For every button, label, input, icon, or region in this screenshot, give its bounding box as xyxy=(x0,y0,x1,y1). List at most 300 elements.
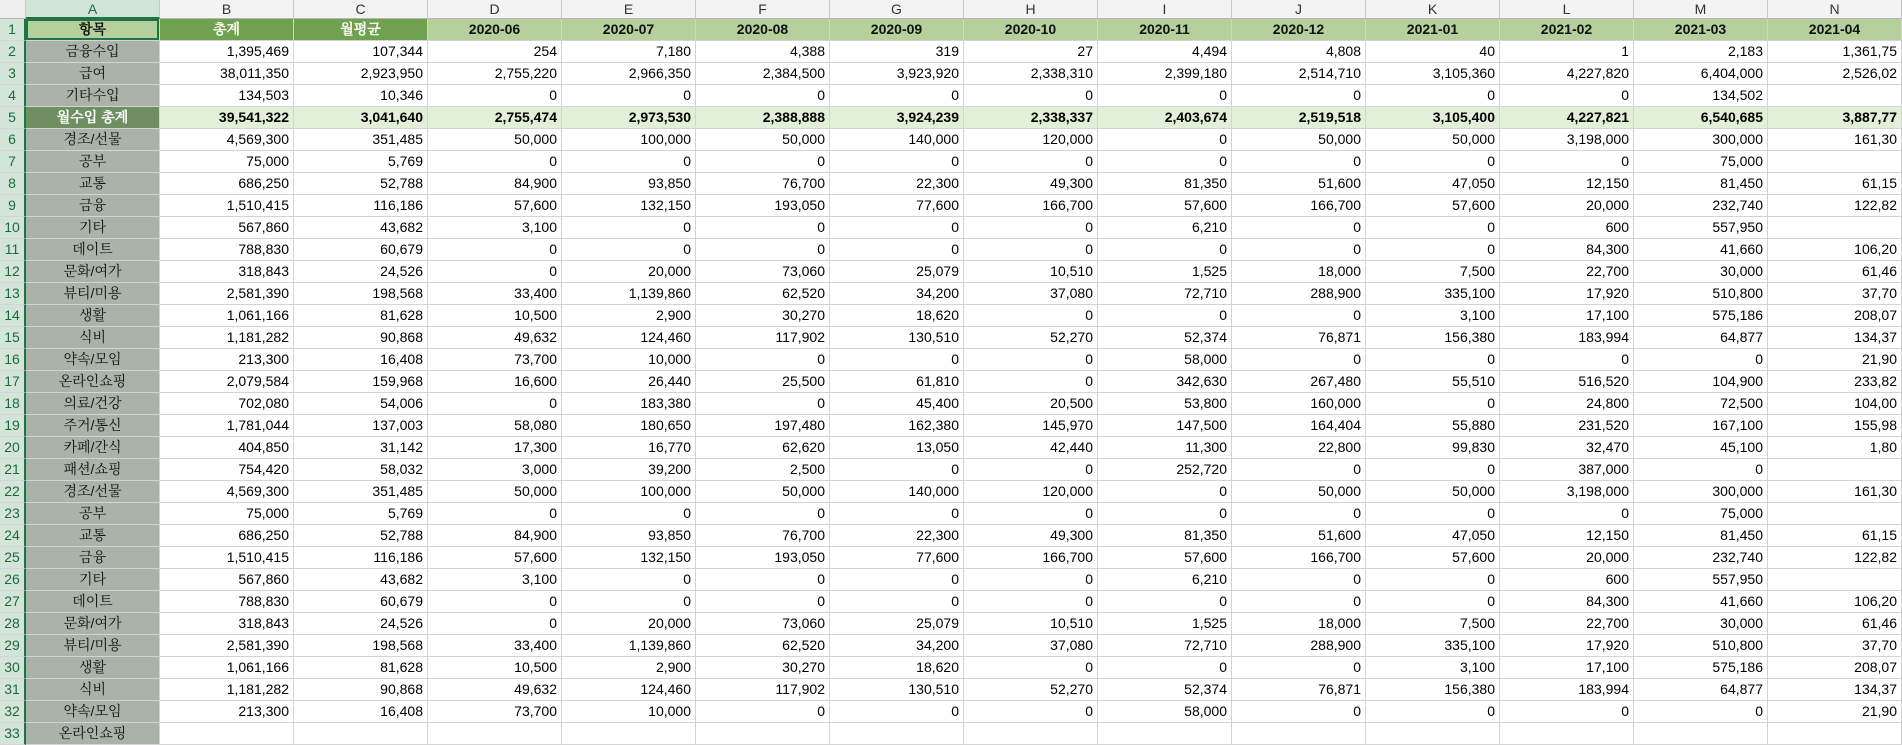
row-label-cell[interactable]: 월수입 총계 xyxy=(26,107,160,129)
value-cell[interactable]: 0 xyxy=(1232,151,1366,173)
value-cell[interactable]: 34,200 xyxy=(830,635,964,657)
value-cell[interactable]: 18,620 xyxy=(830,657,964,679)
value-cell[interactable]: 58,080 xyxy=(428,415,562,437)
value-cell[interactable]: 20,500 xyxy=(964,393,1098,415)
row-label-cell[interactable]: 식비 xyxy=(26,327,160,349)
value-cell[interactable]: 20,000 xyxy=(1500,195,1634,217)
value-cell[interactable]: 160,000 xyxy=(1232,393,1366,415)
value-cell[interactable]: 6,404,000 xyxy=(1634,63,1768,85)
value-cell[interactable]: 5,769 xyxy=(294,503,428,525)
value-cell[interactable]: 57,600 xyxy=(1098,195,1232,217)
value-cell[interactable]: 2,403,674 xyxy=(1098,107,1232,129)
value-cell[interactable]: 0 xyxy=(830,503,964,525)
value-cell[interactable]: 3,100 xyxy=(428,569,562,591)
select-all-corner[interactable] xyxy=(0,0,26,19)
value-cell[interactable]: 0 xyxy=(562,151,696,173)
value-cell[interactable]: 57,600 xyxy=(1366,547,1500,569)
row-number[interactable]: 5 xyxy=(0,107,26,129)
value-cell[interactable]: 0 xyxy=(964,459,1098,481)
value-cell[interactable]: 33,400 xyxy=(428,635,562,657)
value-cell[interactable]: 26,440 xyxy=(562,371,696,393)
value-cell[interactable]: 0 xyxy=(562,503,696,525)
header-cell[interactable]: 2020-11 xyxy=(1098,19,1232,41)
value-cell[interactable]: 4,808 xyxy=(1232,41,1366,63)
row-label-cell[interactable]: 생활 xyxy=(26,305,160,327)
value-cell[interactable]: 575,186 xyxy=(1634,305,1768,327)
value-cell[interactable]: 116,186 xyxy=(294,547,428,569)
value-cell[interactable] xyxy=(1500,723,1634,745)
value-cell[interactable]: 0 xyxy=(696,239,830,261)
value-cell[interactable]: 37,70 xyxy=(1768,283,1902,305)
value-cell[interactable]: 0 xyxy=(428,393,562,415)
value-cell[interactable]: 0 xyxy=(696,85,830,107)
value-cell[interactable]: 387,000 xyxy=(1500,459,1634,481)
value-cell[interactable]: 166,700 xyxy=(964,547,1098,569)
value-cell[interactable]: 1,80 xyxy=(1768,437,1902,459)
value-cell[interactable]: 64,877 xyxy=(1634,679,1768,701)
row-number[interactable]: 1 xyxy=(0,19,26,41)
value-cell[interactable]: 0 xyxy=(1098,239,1232,261)
value-cell[interactable]: 0 xyxy=(964,657,1098,679)
value-cell[interactable]: 130,510 xyxy=(830,327,964,349)
value-cell[interactable]: 0 xyxy=(1634,701,1768,723)
value-cell[interactable]: 1,139,860 xyxy=(562,283,696,305)
value-cell[interactable]: 0 xyxy=(1366,85,1500,107)
value-cell[interactable]: 788,830 xyxy=(160,239,294,261)
value-cell[interactable]: 0 xyxy=(562,85,696,107)
row-label-cell[interactable]: 생활 xyxy=(26,657,160,679)
value-cell[interactable]: 3,100 xyxy=(1366,305,1500,327)
value-cell[interactable]: 134,37 xyxy=(1768,327,1902,349)
row-label-cell[interactable]: 기타 xyxy=(26,217,160,239)
header-cell[interactable]: 2020-08 xyxy=(696,19,830,41)
value-cell[interactable]: 164,404 xyxy=(1232,415,1366,437)
value-cell[interactable]: 11,300 xyxy=(1098,437,1232,459)
value-cell[interactable]: 193,050 xyxy=(696,195,830,217)
column-header-h[interactable]: H xyxy=(964,0,1098,19)
value-cell[interactable]: 0 xyxy=(696,151,830,173)
column-header-n[interactable]: N xyxy=(1768,0,1902,19)
value-cell[interactable]: 0 xyxy=(1366,151,1500,173)
value-cell[interactable]: 318,843 xyxy=(160,613,294,635)
value-cell[interactable]: 702,080 xyxy=(160,393,294,415)
value-cell[interactable]: 62,620 xyxy=(696,437,830,459)
value-cell[interactable]: 300,000 xyxy=(1634,129,1768,151)
value-cell[interactable]: 18,000 xyxy=(1232,261,1366,283)
value-cell[interactable]: 30,270 xyxy=(696,305,830,327)
value-cell[interactable]: 100,000 xyxy=(562,481,696,503)
value-cell[interactable]: 60,679 xyxy=(294,239,428,261)
value-cell[interactable]: 1,395,469 xyxy=(160,41,294,63)
value-cell[interactable]: 4,569,300 xyxy=(160,481,294,503)
value-cell[interactable]: 1,510,415 xyxy=(160,195,294,217)
row-label-cell[interactable]: 주거/통신 xyxy=(26,415,160,437)
row-number[interactable]: 22 xyxy=(0,481,26,503)
value-cell[interactable]: 52,270 xyxy=(964,679,1098,701)
header-cell[interactable]: 2021-03 xyxy=(1634,19,1768,41)
value-cell[interactable]: 0 xyxy=(1232,85,1366,107)
value-cell[interactable]: 4,388 xyxy=(696,41,830,63)
column-header-m[interactable]: M xyxy=(1634,0,1768,19)
value-cell[interactable]: 18,620 xyxy=(830,305,964,327)
row-number[interactable]: 19 xyxy=(0,415,26,437)
value-cell[interactable]: 90,868 xyxy=(294,327,428,349)
value-cell[interactable]: 2,755,474 xyxy=(428,107,562,129)
value-cell[interactable]: 686,250 xyxy=(160,525,294,547)
header-cell[interactable]: 2020-12 xyxy=(1232,19,1366,41)
value-cell[interactable] xyxy=(1366,723,1500,745)
row-label-cell[interactable]: 데이트 xyxy=(26,591,160,613)
column-header-c[interactable]: C xyxy=(294,0,428,19)
value-cell[interactable]: 3,041,640 xyxy=(294,107,428,129)
value-cell[interactable]: 25,079 xyxy=(830,613,964,635)
value-cell[interactable]: 100,000 xyxy=(562,129,696,151)
row-number[interactable]: 18 xyxy=(0,393,26,415)
value-cell[interactable]: 0 xyxy=(696,349,830,371)
value-cell[interactable]: 72,710 xyxy=(1098,635,1232,657)
value-cell[interactable]: 2,500 xyxy=(696,459,830,481)
value-cell[interactable]: 0 xyxy=(1232,459,1366,481)
value-cell[interactable]: 0 xyxy=(830,151,964,173)
value-cell[interactable]: 24,526 xyxy=(294,613,428,635)
value-cell[interactable]: 122,82 xyxy=(1768,547,1902,569)
value-cell[interactable]: 42,440 xyxy=(964,437,1098,459)
value-cell[interactable]: 754,420 xyxy=(160,459,294,481)
value-cell[interactable]: 0 xyxy=(428,503,562,525)
value-cell[interactable] xyxy=(1232,723,1366,745)
value-cell[interactable]: 2,079,584 xyxy=(160,371,294,393)
value-cell[interactable]: 0 xyxy=(1500,349,1634,371)
value-cell[interactable]: 0 xyxy=(964,85,1098,107)
row-label-cell[interactable]: 데이트 xyxy=(26,239,160,261)
value-cell[interactable]: 50,000 xyxy=(1366,129,1500,151)
row-label-cell[interactable]: 경조/선물 xyxy=(26,481,160,503)
value-cell[interactable]: 16,408 xyxy=(294,349,428,371)
value-cell[interactable]: 0 xyxy=(1098,305,1232,327)
value-cell[interactable]: 62,520 xyxy=(696,283,830,305)
value-cell[interactable]: 156,380 xyxy=(1366,327,1500,349)
header-cell[interactable]: 총계 xyxy=(160,19,294,41)
row-label-cell[interactable]: 뷰티/미용 xyxy=(26,283,160,305)
value-cell[interactable]: 3,198,000 xyxy=(1500,481,1634,503)
row-label-cell[interactable]: 공부 xyxy=(26,503,160,525)
value-cell[interactable]: 232,740 xyxy=(1634,547,1768,569)
value-cell[interactable] xyxy=(1768,723,1902,745)
value-cell[interactable]: 0 xyxy=(830,701,964,723)
row-number[interactable]: 11 xyxy=(0,239,26,261)
value-cell[interactable]: 3,100 xyxy=(428,217,562,239)
value-cell[interactable]: 117,902 xyxy=(696,327,830,349)
value-cell[interactable] xyxy=(1768,217,1902,239)
value-cell[interactable]: 318,843 xyxy=(160,261,294,283)
value-cell[interactable]: 167,100 xyxy=(1634,415,1768,437)
value-cell[interactable]: 52,788 xyxy=(294,525,428,547)
value-cell[interactable]: 2,581,390 xyxy=(160,283,294,305)
value-cell[interactable]: 0 xyxy=(1232,657,1366,679)
value-cell[interactable]: 7,180 xyxy=(562,41,696,63)
value-cell[interactable]: 122,82 xyxy=(1768,195,1902,217)
value-cell[interactable]: 57,600 xyxy=(428,195,562,217)
value-cell[interactable]: 24,526 xyxy=(294,261,428,283)
value-cell[interactable]: 155,98 xyxy=(1768,415,1902,437)
value-cell[interactable]: 7,500 xyxy=(1366,613,1500,635)
value-cell[interactable]: 567,860 xyxy=(160,217,294,239)
value-cell[interactable]: 25,079 xyxy=(830,261,964,283)
value-cell[interactable]: 134,37 xyxy=(1768,679,1902,701)
value-cell[interactable]: 161,30 xyxy=(1768,129,1902,151)
value-cell[interactable]: 17,100 xyxy=(1500,305,1634,327)
value-cell[interactable]: 557,950 xyxy=(1634,217,1768,239)
value-cell[interactable]: 254 xyxy=(428,41,562,63)
row-label-cell[interactable]: 경조/선물 xyxy=(26,129,160,151)
value-cell[interactable]: 43,682 xyxy=(294,569,428,591)
value-cell[interactable]: 0 xyxy=(1232,217,1366,239)
value-cell[interactable]: 93,850 xyxy=(562,173,696,195)
value-cell[interactable]: 0 xyxy=(428,151,562,173)
value-cell[interactable]: 0 xyxy=(696,393,830,415)
value-cell[interactable]: 213,300 xyxy=(160,349,294,371)
value-cell[interactable]: 1,361,75 xyxy=(1768,41,1902,63)
value-cell[interactable]: 2,526,02 xyxy=(1768,63,1902,85)
value-cell[interactable]: 16,600 xyxy=(428,371,562,393)
value-cell[interactable]: 20,000 xyxy=(562,613,696,635)
value-cell[interactable]: 183,994 xyxy=(1500,679,1634,701)
row-label-cell[interactable]: 공부 xyxy=(26,151,160,173)
value-cell[interactable]: 0 xyxy=(830,349,964,371)
value-cell[interactable]: 0 xyxy=(1366,393,1500,415)
value-cell[interactable]: 32,470 xyxy=(1500,437,1634,459)
value-cell[interactable]: 49,632 xyxy=(428,679,562,701)
column-header-l[interactable]: L xyxy=(1500,0,1634,19)
value-cell[interactable]: 73,060 xyxy=(696,613,830,635)
value-cell[interactable]: 4,227,820 xyxy=(1500,63,1634,85)
row-label-cell[interactable]: 교통 xyxy=(26,525,160,547)
value-cell[interactable]: 166,700 xyxy=(1232,547,1366,569)
header-cell[interactable]: 2021-01 xyxy=(1366,19,1500,41)
value-cell[interactable]: 107,344 xyxy=(294,41,428,63)
value-cell[interactable]: 81,628 xyxy=(294,305,428,327)
value-cell[interactable]: 351,485 xyxy=(294,481,428,503)
value-cell[interactable]: 61,46 xyxy=(1768,613,1902,635)
value-cell[interactable]: 0 xyxy=(428,239,562,261)
value-cell[interactable]: 0 xyxy=(1366,591,1500,613)
row-number[interactable]: 10 xyxy=(0,217,26,239)
value-cell[interactable]: 25,500 xyxy=(696,371,830,393)
value-cell[interactable]: 75,000 xyxy=(160,503,294,525)
header-cell[interactable]: 2020-09 xyxy=(830,19,964,41)
header-cell[interactable]: 2021-04 xyxy=(1768,19,1902,41)
value-cell[interactable]: 0 xyxy=(1098,591,1232,613)
value-cell[interactable]: 0 xyxy=(1232,503,1366,525)
value-cell[interactable]: 61,15 xyxy=(1768,173,1902,195)
value-cell[interactable]: 76,871 xyxy=(1232,679,1366,701)
value-cell[interactable]: 0 xyxy=(830,217,964,239)
value-cell[interactable]: 17,100 xyxy=(1500,657,1634,679)
value-cell[interactable]: 51,600 xyxy=(1232,173,1366,195)
value-cell[interactable]: 193,050 xyxy=(696,547,830,569)
value-cell[interactable]: 49,632 xyxy=(428,327,562,349)
value-cell[interactable]: 351,485 xyxy=(294,129,428,151)
value-cell[interactable]: 0 xyxy=(964,503,1098,525)
value-cell[interactable]: 342,630 xyxy=(1098,371,1232,393)
value-cell[interactable]: 22,800 xyxy=(1232,437,1366,459)
value-cell[interactable]: 99,830 xyxy=(1366,437,1500,459)
row-label-cell[interactable]: 온라인쇼핑 xyxy=(26,371,160,393)
value-cell[interactable]: 2,519,518 xyxy=(1232,107,1366,129)
value-cell[interactable]: 335,100 xyxy=(1366,635,1500,657)
value-cell[interactable]: 0 xyxy=(1500,151,1634,173)
value-cell[interactable]: 57,600 xyxy=(1366,195,1500,217)
value-cell[interactable]: 0 xyxy=(1098,481,1232,503)
value-cell[interactable]: 231,520 xyxy=(1500,415,1634,437)
value-cell[interactable]: 93,850 xyxy=(562,525,696,547)
row-number[interactable]: 23 xyxy=(0,503,26,525)
value-cell[interactable] xyxy=(160,723,294,745)
value-cell[interactable]: 2,514,710 xyxy=(1232,63,1366,85)
value-cell[interactable]: 17,300 xyxy=(428,437,562,459)
value-cell[interactable]: 22,300 xyxy=(830,173,964,195)
value-cell[interactable]: 6,210 xyxy=(1098,217,1232,239)
value-cell[interactable]: 37,70 xyxy=(1768,635,1902,657)
value-cell[interactable]: 0 xyxy=(964,591,1098,613)
value-cell[interactable]: 166,700 xyxy=(1232,195,1366,217)
value-cell[interactable]: 39,200 xyxy=(562,459,696,481)
value-cell[interactable]: 76,871 xyxy=(1232,327,1366,349)
value-cell[interactable] xyxy=(1768,569,1902,591)
value-cell[interactable]: 120,000 xyxy=(964,481,1098,503)
value-cell[interactable]: 81,450 xyxy=(1634,525,1768,547)
value-cell[interactable]: 2,399,180 xyxy=(1098,63,1232,85)
value-cell[interactable]: 0 xyxy=(964,217,1098,239)
value-cell[interactable]: 2,338,310 xyxy=(964,63,1098,85)
value-cell[interactable]: 2,923,950 xyxy=(294,63,428,85)
row-number[interactable]: 29 xyxy=(0,635,26,657)
value-cell[interactable]: 567,860 xyxy=(160,569,294,591)
value-cell[interactable]: 76,700 xyxy=(696,173,830,195)
value-cell[interactable]: 0 xyxy=(1366,701,1500,723)
value-cell[interactable]: 0 xyxy=(1500,85,1634,107)
value-cell[interactable]: 575,186 xyxy=(1634,657,1768,679)
value-cell[interactable]: 140,000 xyxy=(830,129,964,151)
value-cell[interactable]: 161,30 xyxy=(1768,481,1902,503)
value-cell[interactable]: 43,682 xyxy=(294,217,428,239)
row-label-cell[interactable]: 의료/건강 xyxy=(26,393,160,415)
value-cell[interactable]: 0 xyxy=(830,239,964,261)
value-cell[interactable]: 0 xyxy=(428,591,562,613)
value-cell[interactable] xyxy=(294,723,428,745)
value-cell[interactable]: 6,210 xyxy=(1098,569,1232,591)
value-cell[interactable]: 22,300 xyxy=(830,525,964,547)
value-cell[interactable]: 159,968 xyxy=(294,371,428,393)
value-cell[interactable]: 53,800 xyxy=(1098,393,1232,415)
value-cell[interactable]: 45,400 xyxy=(830,393,964,415)
value-cell[interactable]: 0 xyxy=(964,239,1098,261)
value-cell[interactable]: 0 xyxy=(1232,349,1366,371)
row-label-cell[interactable]: 기타 xyxy=(26,569,160,591)
value-cell[interactable]: 3,923,920 xyxy=(830,63,964,85)
value-cell[interactable]: 31,142 xyxy=(294,437,428,459)
value-cell[interactable]: 84,300 xyxy=(1500,591,1634,613)
value-cell[interactable]: 2,900 xyxy=(562,305,696,327)
value-cell[interactable]: 0 xyxy=(1232,239,1366,261)
value-cell[interactable]: 39,541,322 xyxy=(160,107,294,129)
value-cell[interactable]: 232,740 xyxy=(1634,195,1768,217)
value-cell[interactable]: 10,000 xyxy=(562,701,696,723)
value-cell[interactable] xyxy=(1098,723,1232,745)
value-cell[interactable]: 0 xyxy=(562,591,696,613)
column-header-e[interactable]: E xyxy=(562,0,696,19)
value-cell[interactable]: 0 xyxy=(428,613,562,635)
value-cell[interactable]: 0 xyxy=(562,239,696,261)
row-label-cell[interactable]: 약속/모임 xyxy=(26,701,160,723)
value-cell[interactable]: 183,994 xyxy=(1500,327,1634,349)
value-cell[interactable]: 516,520 xyxy=(1500,371,1634,393)
value-cell[interactable]: 60,679 xyxy=(294,591,428,613)
value-cell[interactable]: 38,011,350 xyxy=(160,63,294,85)
row-label-cell[interactable]: 문화/여가 xyxy=(26,613,160,635)
value-cell[interactable]: 0 xyxy=(696,701,830,723)
value-cell[interactable]: 81,350 xyxy=(1098,173,1232,195)
row-number[interactable]: 16 xyxy=(0,349,26,371)
value-cell[interactable]: 50,000 xyxy=(428,481,562,503)
row-number[interactable]: 20 xyxy=(0,437,26,459)
value-cell[interactable]: 510,800 xyxy=(1634,283,1768,305)
value-cell[interactable]: 76,700 xyxy=(696,525,830,547)
value-cell[interactable]: 24,800 xyxy=(1500,393,1634,415)
value-cell[interactable]: 22,700 xyxy=(1500,261,1634,283)
value-cell[interactable]: 2,755,220 xyxy=(428,63,562,85)
value-cell[interactable]: 0 xyxy=(830,85,964,107)
row-label-cell[interactable]: 카페/간식 xyxy=(26,437,160,459)
value-cell[interactable]: 1,510,415 xyxy=(160,547,294,569)
header-cell[interactable]: 2021-02 xyxy=(1500,19,1634,41)
value-cell[interactable]: 75,000 xyxy=(1634,503,1768,525)
value-cell[interactable]: 40 xyxy=(1366,41,1500,63)
value-cell[interactable]: 49,300 xyxy=(964,525,1098,547)
row-label-cell[interactable]: 기타수입 xyxy=(26,85,160,107)
value-cell[interactable]: 57,600 xyxy=(428,547,562,569)
row-number[interactable]: 17 xyxy=(0,371,26,393)
value-cell[interactable]: 52,270 xyxy=(964,327,1098,349)
value-cell[interactable]: 10,000 xyxy=(562,349,696,371)
value-cell[interactable] xyxy=(1768,85,1902,107)
value-cell[interactable]: 10,510 xyxy=(964,261,1098,283)
row-label-cell[interactable]: 교통 xyxy=(26,173,160,195)
column-header-f[interactable]: F xyxy=(696,0,830,19)
value-cell[interactable]: 1,181,282 xyxy=(160,679,294,701)
value-cell[interactable]: 0 xyxy=(696,591,830,613)
row-number[interactable]: 12 xyxy=(0,261,26,283)
value-cell[interactable]: 50,000 xyxy=(696,129,830,151)
value-cell[interactable]: 2,973,530 xyxy=(562,107,696,129)
row-label-cell[interactable]: 식비 xyxy=(26,679,160,701)
value-cell[interactable] xyxy=(1634,723,1768,745)
row-label-cell[interactable]: 뷰티/미용 xyxy=(26,635,160,657)
value-cell[interactable]: 30,000 xyxy=(1634,613,1768,635)
row-label-cell[interactable]: 온라인쇼핑 xyxy=(26,723,160,745)
value-cell[interactable]: 0 xyxy=(1366,349,1500,371)
value-cell[interactable]: 20,000 xyxy=(1500,547,1634,569)
value-cell[interactable]: 0 xyxy=(830,591,964,613)
value-cell[interactable]: 2,900 xyxy=(562,657,696,679)
value-cell[interactable]: 58,000 xyxy=(1098,349,1232,371)
value-cell[interactable]: 0 xyxy=(1634,459,1768,481)
value-cell[interactable]: 0 xyxy=(1366,459,1500,481)
row-number[interactable]: 9 xyxy=(0,195,26,217)
value-cell[interactable]: 17,920 xyxy=(1500,635,1634,657)
column-header-a[interactable]: A xyxy=(26,0,160,19)
value-cell[interactable]: 104,00 xyxy=(1768,393,1902,415)
